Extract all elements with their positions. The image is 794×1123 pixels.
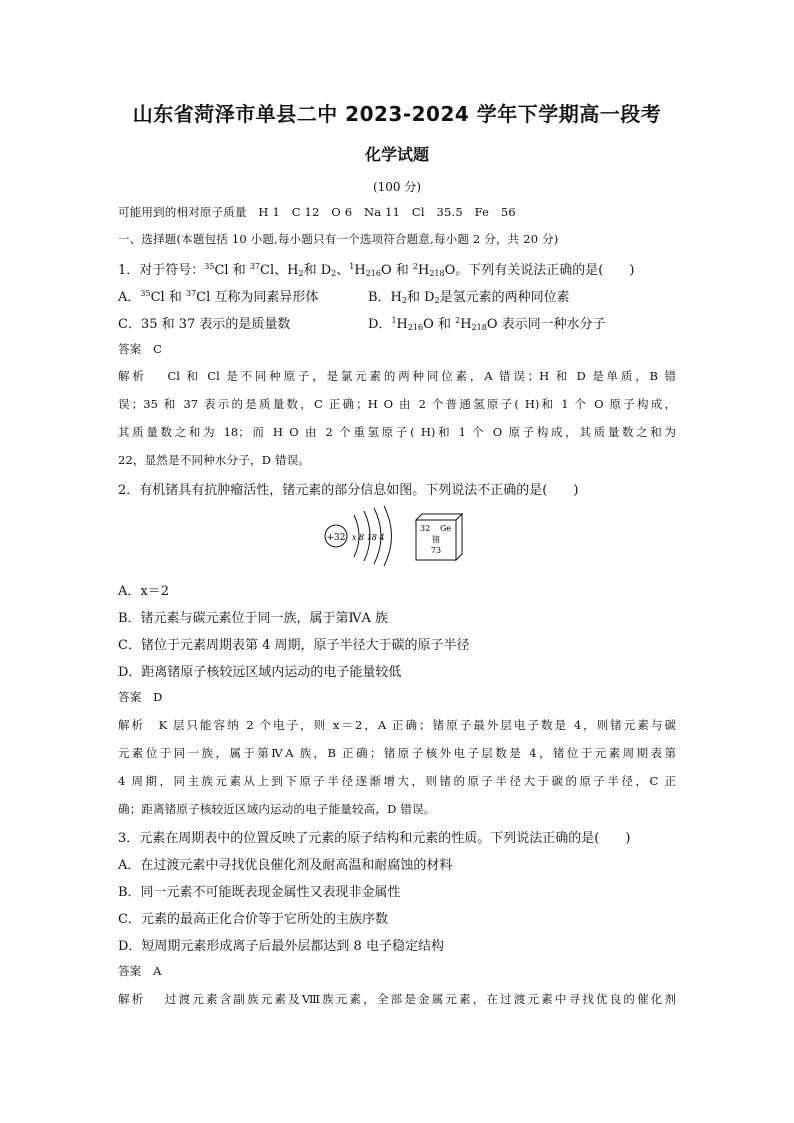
q1-option-c: C．35 和 37 表示的是质量数 (118, 317, 291, 332)
electron-shells-label: x 8 18 4 (352, 533, 385, 542)
q3-explanation-line: 解析 过渡元素含副族元素及Ⅷ族元素，全部是金属元素，在过渡元素中寻找优良的催化剂 (118, 992, 676, 1006)
total-score: (100 分) (372, 180, 422, 194)
q2-explanation-line: 解析 K 层只能容纳 2 个电子，则 x＝2，A 正确；锗原子最外层电子数是 4，则锗元素与碳 (118, 718, 676, 732)
q3-option-d: D．短周期元素形成离子后最外层都达到 8 电子稳定结构 (118, 939, 444, 954)
q2-option-a: A．x＝2 (118, 584, 169, 599)
element-number: 32 (420, 524, 431, 533)
q3-answer: 答案 A (118, 964, 162, 978)
q2-explanation-line: 确；距离锗原子核较近区域内运动的电子能量较高，D 错误。 (118, 802, 436, 816)
q1-explanation-line: 其质量数之和为 18；而 H O 由 2 个重氢原子( H)和 1 个 O 原子构成，其质量数之和为 (118, 425, 676, 439)
page-title: 山东省菏泽市单县二中 2023-2024 学年下学期高一段考 (132, 102, 662, 126)
page-subtitle: 化学试题 (364, 145, 429, 164)
element-mass: 73 (430, 546, 442, 555)
q1-explanation-line: 22，显然是不同种水分子，D 错误。 (118, 453, 311, 467)
element-symbol: Ge (440, 524, 452, 533)
q1-stem: 1．对于符号：$^{35}$Cl 和 $^{37}$Cl、$H_2$和 $D_2$、$^1H_{216}O$ 和 $^2H_{218}O$。下列有关说法正确的是( ) (118, 262, 635, 278)
q1-answer: 答案 C (118, 342, 163, 356)
q2-option-b: B．锗元素与碳元素位于同一族，属于第ⅣA 族 (118, 611, 389, 626)
q3-option-c: C．元素的最高正化合价等于它所处的主族序数 (118, 912, 388, 927)
q3-stem: 3．元素在周期表中的位置反映了元素的原子结构和元素的性质。下列说法正确的是( ) (118, 831, 631, 846)
q2-explanation-line: 4 周期，同主族元素从上到下原子半径逐渐增大，则锗的原子半径大于碳的原子半径，C 正 (118, 774, 676, 788)
q1-explanation-line: 误；35 和 37 表示的是质量数，C 正确；H O 由 2 个普通氢原子( H)和 1 个 O 原子构成， (118, 397, 676, 411)
q2-stem: 2．有机锗具有抗肿瘤活性，锗元素的部分信息如图。下列说法不正确的是( ) (118, 483, 579, 498)
q1-option-b: B．$H_2$和 $D_2$是氢元素的两种同位素 (368, 290, 570, 305)
element-name: 锗 (432, 535, 440, 544)
q2-option-d: D．距离锗原子核较远区域内运动的电子能量较低 (118, 665, 402, 680)
q2-explanation-line: 元素位于同一族，属于第ⅣA 族，B 正确；锗原子核外电子层数是 4，锗位于元素周期表第 (118, 746, 676, 760)
q1-explanation-line: 解析 Cl 和 Cl 是不同种原子，是氯元素的两种同位素，A 错误；H 和 D 是单质，B 错 (118, 369, 676, 383)
atom-structure-diagram (322, 505, 402, 567)
element-card-ge (414, 512, 464, 562)
q3-option-a: A．在过渡元素中寻找优良催化剂及耐高温和耐腐蚀的材料 (118, 858, 453, 873)
q3-option-b: B．同一元素不可能既表现金属性又表现非金属性 (118, 885, 401, 900)
q1-option-a: A．$^{35}$Cl 和 $^{37}$Cl 互称为同素异形体 (118, 289, 319, 305)
nucleus-charge-label: +32 (326, 533, 346, 543)
q1-option-d: D．$^1H_{216}O$ 和 $^2H_{218}O$ 表示同一种水分子 (368, 316, 606, 332)
q2-answer: 答案 D (118, 690, 163, 704)
q2-option-c: C．锗位于元素周期表第 4 周期，原子半径大于碳的原子半径 (118, 638, 470, 653)
atomic-masses: 可能用到的相对原子质量 H 1 C 12 O 6 Na 11 Cl 35.5 Fe 56 (118, 205, 516, 219)
section-heading: 一、选择题(本题包括 10 小题,每小题只有一个选项符合题意,每小题 2 分，共 20 分) (118, 232, 559, 246)
